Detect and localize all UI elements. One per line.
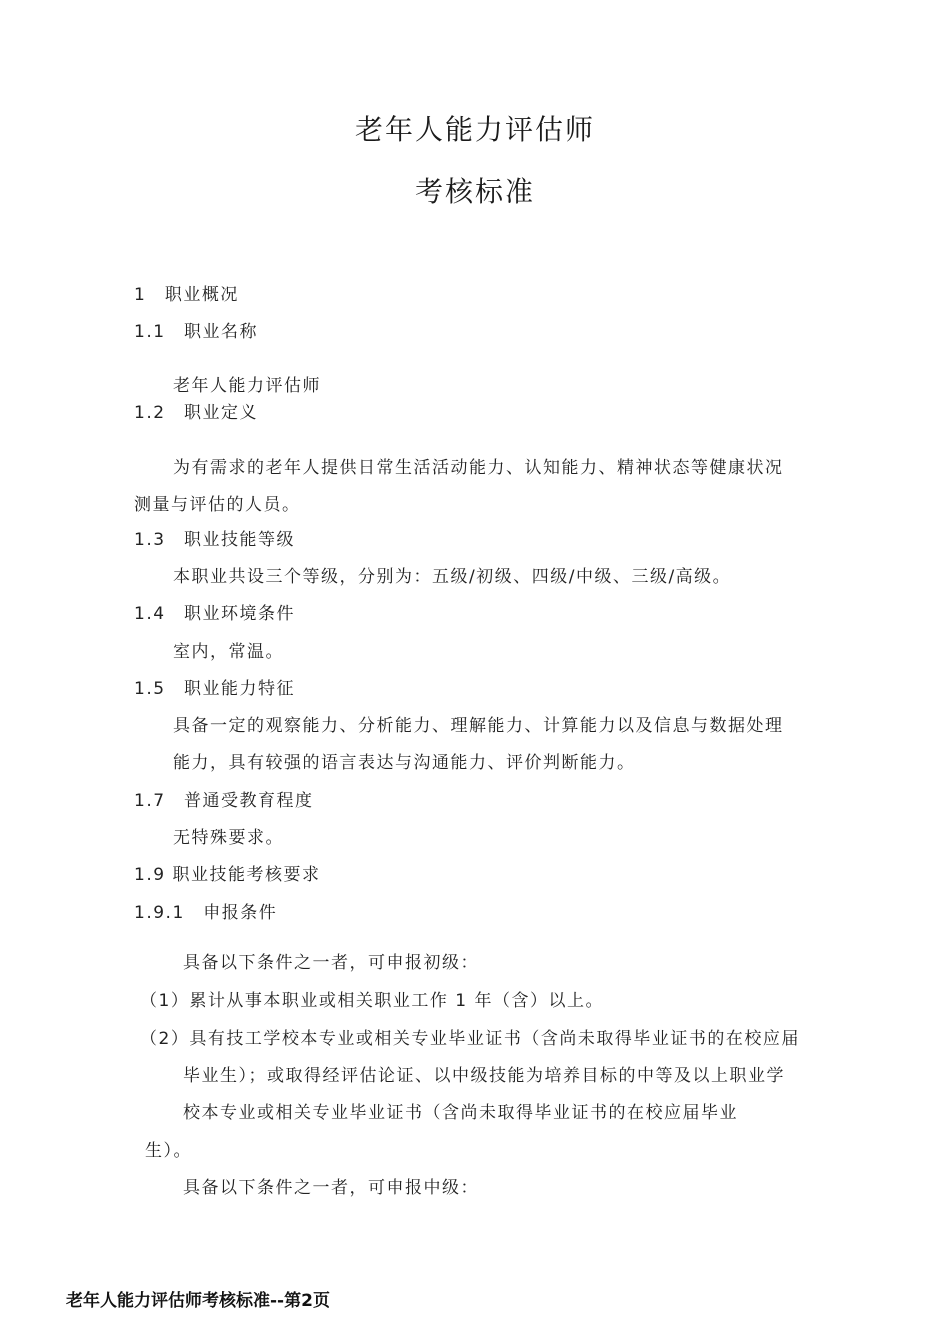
section-heading-1-3: 1.3 职业技能等级 — [134, 530, 296, 550]
paragraph-1-4: 室内，常温。 — [173, 642, 284, 662]
section-heading-1-7: 1.7 普通受教育程度 — [134, 791, 314, 811]
section-heading-1-4: 1.4 职业环境条件 — [134, 604, 296, 624]
section-heading-1-2: 1.2 职业定义 — [134, 403, 259, 423]
section-heading-1-9: 1.9 职业技能考核要求 — [134, 865, 321, 885]
section-heading-1-9-1: 1.9.1 申报条件 — [134, 903, 278, 923]
paragraph-1-1: 老年人能力评估师 — [173, 376, 321, 396]
junior-requirements-intro: 具备以下条件之一者，可申报初级： — [183, 953, 479, 973]
requirement-item-2-line2: 毕业生）；或取得经评估论证、以中级技能为培养目标的中等及以上职业学 — [183, 1066, 785, 1086]
document-title: 老年人能力评估师 — [354, 113, 595, 146]
paragraph-1-2-line2: 测量与评估的人员。 — [134, 495, 301, 515]
section-heading-1-5: 1.5 职业能力特征 — [134, 679, 296, 699]
section-heading-1: 1 职业概况 — [134, 285, 239, 305]
requirement-item-2-line3: 校本专业或相关专业毕业证书（含尚未取得毕业证书的在校应届毕业 — [183, 1103, 738, 1123]
section-heading-1-1: 1.1 职业名称 — [134, 322, 259, 342]
paragraph-1-5-line1: 具备一定的观察能力、分析能力、理解能力、计算能力以及信息与数据处理 — [173, 716, 784, 736]
paragraph-1-5-line2: 能力，具有较强的语言表达与沟通能力、评价判断能力。 — [173, 753, 636, 773]
requirement-item-1: （1）累计从事本职业或相关职业工作 1 年（含）以上。 — [140, 991, 604, 1011]
requirement-item-2-line1: （2）具有技工学校本专业或相关专业毕业证书（含尚未取得毕业证书的在校应届 — [140, 1029, 800, 1049]
requirement-item-2-line4: 生）。 — [145, 1141, 192, 1161]
middle-requirements-intro: 具备以下条件之一者，可申报中级： — [183, 1178, 479, 1198]
paragraph-1-7: 无特殊要求。 — [173, 828, 284, 848]
page-footer: 老年人能力评估师考核标准--第2页 — [66, 1291, 330, 1311]
paragraph-1-3: 本职业共设三个等级，分别为：五级/初级、四级/中级、三级/高级。 — [173, 567, 732, 587]
paragraph-1-2-line1: 为有需求的老年人提供日常生活活动能力、认知能力、精神状态等健康状况 — [173, 458, 784, 478]
document-subtitle: 考核标准 — [414, 175, 535, 208]
